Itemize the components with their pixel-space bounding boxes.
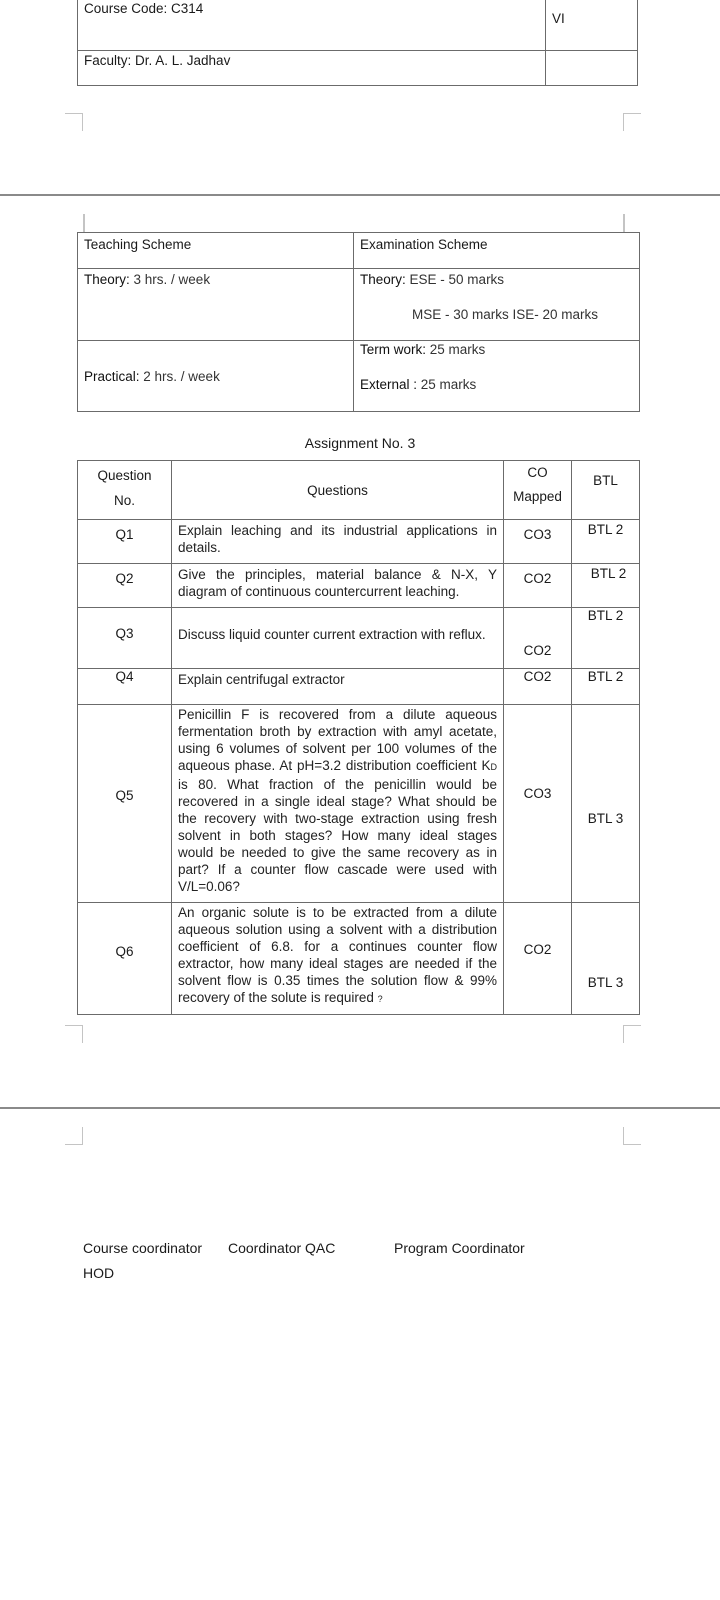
crop-mark — [623, 113, 641, 131]
crop-mark — [65, 1127, 83, 1145]
signature-program-coordinator: Program Coordinator — [394, 1240, 525, 1256]
header-btl: BTL — [572, 461, 640, 520]
question-text: An organic solute is to be extracted from a dilute aqueous solution using a solvent with a distribution coefficient of 6.8. for a continues counter flow extractor, how many ideal stages are needed if the solvent flow is 0.35 times the solution flow & 99% recovery of the solute is required ? — [172, 903, 504, 1015]
course-info-table — [77, 0, 638, 86]
theory-label: Theory: — [84, 272, 130, 287]
exam-theory-mse-ise: MSE - 30 marks ISE- 20 marks — [412, 307, 599, 322]
co-mapped: CO2 — [504, 564, 572, 608]
signature-coordinator-qac: Coordinator QAC — [228, 1240, 336, 1256]
co-mapped: CO2 — [504, 669, 572, 705]
header-co-mapped: CO Mapped — [504, 461, 572, 520]
external-label: External : — [360, 377, 418, 392]
question-number: Q3 — [78, 608, 172, 669]
question-number: Q4 — [78, 669, 172, 705]
theory-hours: 3 hrs. / week — [129, 272, 211, 287]
question-number: Q6 — [78, 903, 172, 1015]
co-mapped: CO2 — [504, 903, 572, 1015]
btl-level: BTL 2 — [572, 669, 640, 705]
btl-level: BTL 2 — [572, 608, 640, 669]
btl-level: BTL 2 — [572, 520, 640, 564]
empty-cell — [546, 51, 638, 86]
question-text: Discuss liquid counter current extraction with reflux. — [172, 608, 504, 669]
crop-mark — [83, 214, 85, 232]
course-code: Course Code: C314 — [84, 1, 204, 16]
scheme-table — [77, 232, 640, 412]
crop-mark — [65, 113, 83, 131]
table-row — [78, 705, 640, 903]
exam-theory-cell — [354, 269, 640, 341]
course-code-cell — [78, 0, 546, 51]
header-question-no: Question No. — [78, 461, 172, 520]
external-marks: 25 marks — [417, 377, 477, 392]
question-number: Q5 — [78, 705, 172, 903]
co-mapped: CO2 — [504, 608, 572, 669]
termwork-cell — [354, 341, 640, 412]
page-separator — [0, 1107, 720, 1109]
signature-course-coordinator: Course coordinator — [83, 1240, 203, 1256]
table-row — [78, 903, 640, 1015]
assignment-title: Assignment No. 3 — [304, 435, 416, 451]
faculty-cell — [78, 51, 546, 86]
crop-mark — [623, 1025, 641, 1043]
page-separator — [0, 194, 720, 196]
question-number: Q1 — [78, 520, 172, 564]
table-row — [78, 669, 640, 705]
question-text: Explain centrifugal extractor — [172, 669, 504, 705]
practical-hours: 2 hrs. / week — [139, 368, 220, 384]
practical-label: Practical: — [84, 368, 140, 384]
table-row — [78, 564, 640, 608]
exam-theory-label: Theory: — [360, 272, 406, 287]
termwork-marks: 25 marks — [426, 342, 486, 357]
teaching-scheme-header: Teaching Scheme — [78, 233, 354, 269]
questions-table — [77, 460, 640, 1015]
exam-scheme-header: Examination Scheme — [354, 233, 640, 269]
exam-theory-ese: ESE - 50 marks — [405, 272, 505, 287]
practical-hours-cell — [78, 341, 354, 412]
theory-hours-cell — [78, 269, 354, 341]
question-text: Give the principles, material balance & N-X, Y diagram of continuous countercurrent leaching. — [172, 564, 504, 608]
btl-level: BTL 3 — [572, 903, 640, 1015]
crop-mark — [623, 214, 625, 232]
co-mapped: CO3 — [504, 520, 572, 564]
table-row — [78, 520, 640, 564]
co-mapped: CO3 — [504, 705, 572, 903]
btl-level: BTL 2 — [572, 564, 640, 608]
question-number: Q2 — [78, 564, 172, 608]
btl-level: BTL 3 — [572, 705, 640, 903]
signature-hod: HOD — [83, 1265, 115, 1281]
table-row — [78, 608, 640, 669]
header-questions: Questions — [172, 461, 504, 520]
questions-header-row — [78, 461, 640, 520]
crop-mark — [65, 1025, 83, 1043]
semester-value: VI — [552, 11, 565, 26]
semester-cell — [546, 0, 638, 51]
faculty-name: Faculty: Dr. A. L. Jadhav — [84, 53, 231, 68]
question-text: Penicillin F is recovered from a dilute aqueous fermentation broth by extraction with amyl acetate, using 6 volumes of solvent per 100 volumes of the aqueous phase. At pH=3.2 distribution coefficient KD is 80. What fraction of the penicillin would be recovered in a single ideal stage? What should be the recovery with two-stage extraction using fresh solvent in both stages? How many ideal stages would be needed to give the same recovery as in part? If a counter flow cascade were used with V/L=0.06? — [172, 705, 504, 903]
question-text: Explain leaching and its industrial applications in details. — [172, 520, 504, 564]
termwork-label: Term work: — [360, 342, 427, 357]
crop-mark — [623, 1127, 641, 1145]
